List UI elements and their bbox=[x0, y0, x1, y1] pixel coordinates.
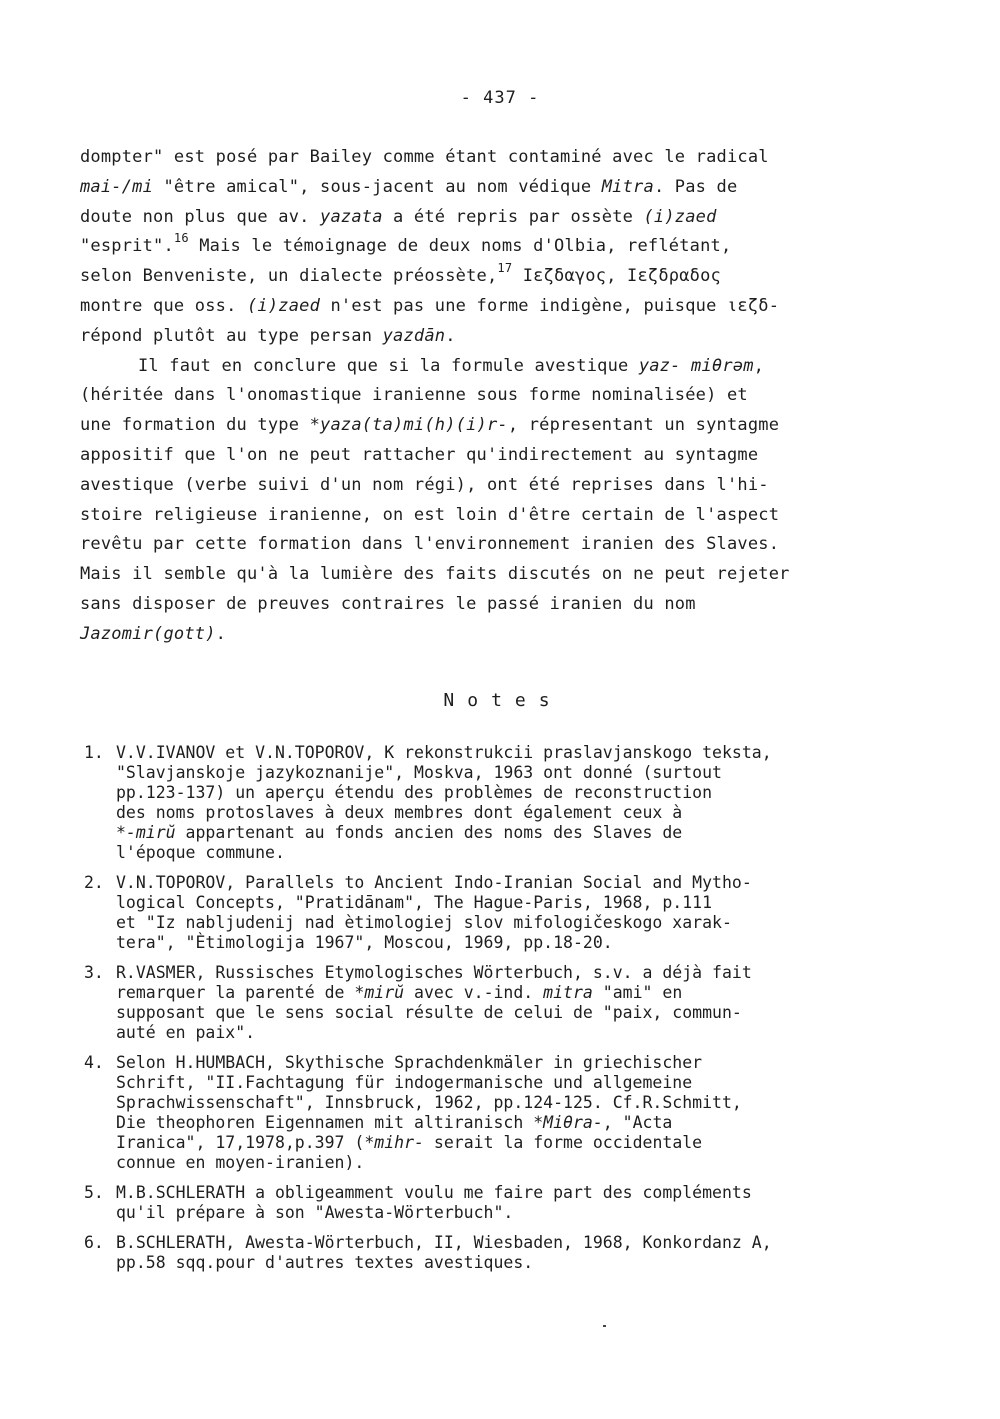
note-line: et "Iz nabljudenij nad ètimologiej slov mifologičeskogo xarak- bbox=[116, 913, 732, 932]
note-line: logical Concepts, "Pratidānam", The Hague-Paris, 1968, p.111 bbox=[116, 893, 713, 912]
note-line: V.N.TOPOROV, Parallels to Ancient Indo-Iranian Social and Mytho- bbox=[116, 873, 752, 892]
text-line: répond plutôt au type persan yazdān. bbox=[80, 325, 456, 346]
text-line: Jazomir(gott). bbox=[80, 623, 227, 644]
paragraph-2 bbox=[80, 352, 900, 650]
note-number: 2. bbox=[84, 873, 104, 892]
note-number: 5. bbox=[84, 1183, 104, 1202]
note-line: remarquer la parenté de *mirŭ avec v.-ind. mitra "ami" en bbox=[116, 983, 683, 1002]
text-line: sans disposer de preuves contraires le passé iranien du nom bbox=[80, 593, 696, 614]
text-line: dompter" est posé par Bailey comme étant contaminé avec le radical bbox=[80, 147, 769, 167]
text-line: selon Benveniste, un dialecte préossète,$^{17}$ Ιεζδαγος, Ιεζδραδος bbox=[80, 261, 721, 287]
text-line: une formation du type *yaza(ta)mi(h)(i)r-, répresentant un syntagme bbox=[80, 415, 780, 436]
text-line: mai-/mi "être amical", sous-jacent au nom védique Mitra. Pas de bbox=[80, 176, 738, 197]
note-line: Sprachwissenschaft", Innsbruck, 1962, pp.124-125. Cf.R.Schmitt, bbox=[116, 1093, 742, 1112]
note-line: des noms protoslaves à deux membres dont également ceux à bbox=[116, 803, 683, 822]
note-line: Selon H.HUMBACH, Skythische Sprachdenkmäler in griechischer bbox=[116, 1053, 703, 1072]
text-line: "esprit".$^{16}$ Mais le témoignage de deux noms d'Olbia, reflétant, bbox=[80, 231, 732, 257]
note-line: R.VASMER, Russisches Etymologisches Wörterbuch, s.v. a déjà fait bbox=[116, 963, 752, 982]
text-line: avestique (verbe suivi d'un nom régi), ont été reprises dans l'hi- bbox=[80, 474, 769, 495]
note-number: 1. bbox=[84, 743, 104, 762]
note-line: Iranica", 17,1978,p.397 (*mihr- serait la forme occidentale bbox=[116, 1133, 703, 1152]
note-line: supposant que le sens social résulte de celui de "paix, commun- bbox=[116, 1003, 742, 1022]
note-line: Schrift, "II.Fachtagung für indogermanische und allgemeine bbox=[116, 1073, 693, 1092]
text-line: revêtu par cette formation dans l'environnement iranien des Slaves. bbox=[80, 534, 780, 555]
note-line: pp.123-137) un aperçu étendu des problèmes de reconstruction bbox=[116, 783, 713, 802]
main-text bbox=[80, 143, 900, 650]
note-text bbox=[116, 1183, 904, 1223]
note-line: B.SCHLERATH, Awesta-Wörterbuch, II, Wiesbaden, 1968, Konkordanz A, bbox=[116, 1233, 772, 1252]
paragraph-1 bbox=[80, 143, 900, 352]
note-item bbox=[84, 1183, 904, 1223]
note-text bbox=[116, 1233, 904, 1273]
note-text bbox=[116, 963, 904, 1043]
text-line: appositif que l'on ne peut rattacher qu'indirectement au syntagme bbox=[80, 444, 759, 465]
note-item bbox=[84, 743, 904, 863]
note-line: Die theophoren Eigennamen mit altiranisch *Miθra-, "Acta bbox=[116, 1113, 673, 1132]
note-number: 6. bbox=[84, 1233, 104, 1252]
text-line: Il faut en conclure que si la formule avestique yaz- miθrəm, bbox=[138, 355, 765, 376]
text-line: (héritée dans l'onomastique iranienne sous forme nominalisée) et bbox=[80, 385, 748, 406]
note-item bbox=[84, 1053, 904, 1173]
note-line: M.B.SCHLERATH a obligeamment voulu me faire part des compléments bbox=[116, 1183, 752, 1202]
note-line: connue en moyen-iranien). bbox=[116, 1153, 365, 1172]
text-line: Mais il semble qu'à la lumière des faits discutés on ne peut rejeter bbox=[80, 564, 790, 585]
note-text bbox=[116, 743, 904, 863]
notes-list bbox=[84, 743, 904, 1283]
note-item bbox=[84, 873, 904, 953]
note-text bbox=[116, 873, 904, 953]
note-item bbox=[84, 963, 904, 1043]
page-number: - 437 - bbox=[460, 88, 540, 108]
text-line: montre que oss. (i)zaed n'est pas une forme indigène, puisque ιεζδ- bbox=[80, 295, 780, 316]
note-line: V.V.IVANOV et V.N.TOPOROV, K rekonstrukcii praslavjanskogo teksta, bbox=[116, 743, 772, 762]
notes-heading: Notes bbox=[443, 690, 563, 711]
text-line: doute non plus que av. yazata a été repris par ossète (i)zaed bbox=[80, 206, 717, 227]
scan-speck bbox=[603, 1325, 606, 1327]
note-number: 4. bbox=[84, 1053, 104, 1072]
note-line: qu'il prépare à son "Awesta-Wörterbuch". bbox=[116, 1203, 514, 1222]
text-line: stoire religieuse iranienne, on est loin d'être certain de l'aspect bbox=[80, 504, 780, 525]
note-line: "Slavjanskoje jazykoznanije", Moskva, 1963 ont donné (surtout bbox=[116, 763, 722, 782]
note-text bbox=[116, 1053, 904, 1173]
note-item bbox=[84, 1233, 904, 1273]
note-line: *-mirŭ appartenant au fonds ancien des noms des Slaves de bbox=[116, 823, 683, 842]
note-number: 3. bbox=[84, 963, 104, 982]
note-line: l'époque commune. bbox=[116, 843, 285, 862]
note-line: auté en paix". bbox=[116, 1023, 256, 1042]
note-line: tera", "Ètimologija 1967", Moscou, 1969, pp.18-20. bbox=[116, 933, 613, 952]
note-line: pp.58 sqq.pour d'autres textes avestiques. bbox=[116, 1253, 534, 1272]
